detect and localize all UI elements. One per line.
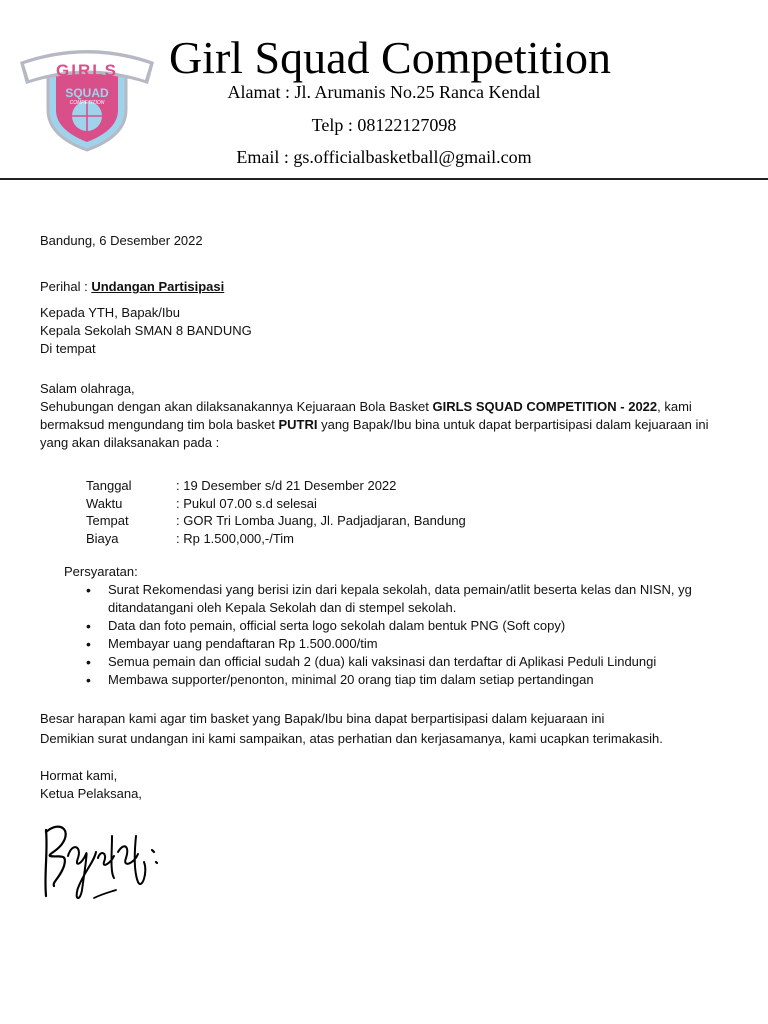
detail-label: Waktu <box>86 495 123 511</box>
list-item: • Semua pemain dan official sudah 2 (dua) kali vaksinasi dan terdaftar di Aplikasi Peduli Lindungi <box>86 653 706 671</box>
list-item: • Membawa supporter/penonton, minimal 20 orang tiap tim dalam setiap pertandingan <box>86 671 706 689</box>
recipient-line-3: Di tempat <box>40 341 96 356</box>
list-item: • Membayar uang pendaftaran Rp 1.500.000/tim <box>86 635 706 653</box>
phone-line <box>0 115 768 136</box>
place-date: Bandung, 6 Desember 2022 <box>40 233 203 248</box>
logo-text-girls: GIRLS <box>56 61 118 80</box>
phone-text: Telp : 08122127098 <box>311 115 457 135</box>
subject: Undangan Partisipasi <box>91 279 225 294</box>
detail-value: : GOR Tri Lomba Juang, Jl. Padjadjaran, Bandung <box>176 513 466 528</box>
handwritten-signature <box>38 812 168 908</box>
email-text: Email : gs.officialbasketball@gmail.com <box>236 147 532 167</box>
recipient-line-2: Kepala Sekolah SMAN 8 BANDUNG <box>40 323 252 338</box>
subject-label: Perihal : <box>40 279 92 294</box>
detail-label: Tempat <box>86 513 129 528</box>
email-line <box>0 147 768 168</box>
intro-text-3: yang Bapak/Ibu bina untuk dapat berpartisipasi dalam kejuaraan ini yang akan dilaksanakan pada : <box>40 417 709 450</box>
requirements-title: Persyaratan: <box>64 564 138 579</box>
detail-row <box>86 512 466 530</box>
letterhead-divider <box>0 178 768 180</box>
address-line <box>0 82 768 103</box>
event-details <box>86 477 466 547</box>
signer-title: Ketua Pelaksana, <box>40 786 142 801</box>
recipient-line-1: Kepada YTH, Bapak/Ibu <box>40 305 180 320</box>
logo-text-squad: SQUAD <box>65 86 109 100</box>
detail-value: : Rp 1.500,000,-/Tim <box>176 530 295 546</box>
sign-off: Hormat kami, <box>40 768 118 783</box>
intro-paragraph <box>40 398 730 452</box>
list-item: • Surat Rekomendasi yang berisi izin dari kepala sekolah, data pemain/atlit beserta kelas dan NISN, yg ditandatangani oleh Kepala Sekolah dan di stempel sekolah. <box>86 581 706 617</box>
closing-line-1: Besar harapan kami agar tim basket yang Bapak/Ibu bina dapat berpartisipasi dalam kejuaraan ini <box>40 711 605 726</box>
greeting: Salam olahraga, <box>40 381 135 396</box>
logo-text-competition: COMPETITION <box>69 100 105 106</box>
detail-label: Biaya <box>86 530 119 546</box>
list-item: • Data dan foto pemain, official serta logo sekolah dalam bentuk PNG (Soft copy) <box>86 617 706 635</box>
closing-line-2: Demikian surat undangan ini kami sampaikan, atas perhatian dan kerjasamanya, kami ucapkan terimakasih. <box>40 731 663 746</box>
intro-text-1: Sehubungan dengan akan dilaksanakannya Kejuaraan Bola Basket <box>40 399 433 414</box>
detail-row <box>86 495 466 513</box>
address-text: Alamat : Jl. Arumanis No.25 Ranca Kendal <box>227 82 541 102</box>
detail-value: : 19 Desember s/d 21 Desember 2022 <box>176 478 397 493</box>
detail-label: Tanggal <box>86 478 132 493</box>
org-name: Girl Squad Competition <box>168 32 612 83</box>
org-title <box>0 30 768 86</box>
requirements-list <box>86 581 706 689</box>
letterhead <box>0 0 768 182</box>
subject-line <box>40 278 224 296</box>
detail-row <box>86 530 466 548</box>
team-category: PUTRI <box>278 417 318 432</box>
intro-text-2: , kami bermaksud mengundang tim bola basket <box>40 399 692 432</box>
event-name: GIRLS SQUAD COMPETITION - 2022 <box>432 399 658 414</box>
detail-row <box>86 477 466 495</box>
detail-value: : Pukul 07.00 s.d selesai <box>176 495 317 511</box>
